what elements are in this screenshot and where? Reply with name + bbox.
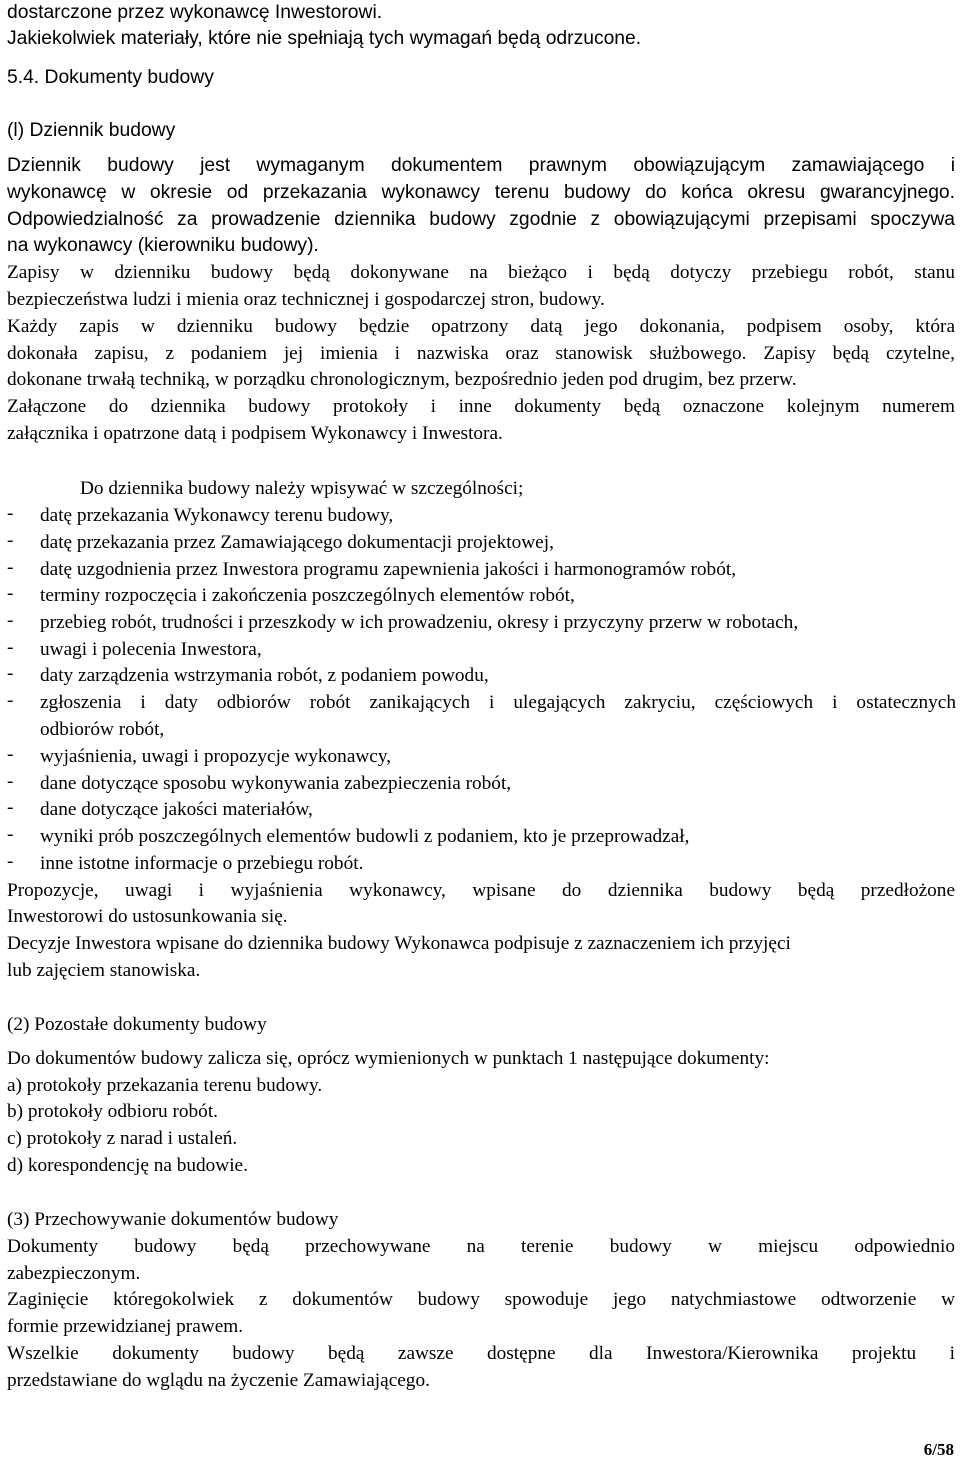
list-dash: -	[7, 797, 14, 818]
list-dash: -	[7, 744, 14, 765]
list-item: dane dotyczące sposobu wykonywania zabezpieczenia robót,	[40, 773, 512, 794]
paragraph-line: Propozycje, uwagi i wyjaśnienia wykonawcy, wpisane do dziennika budowy będą przedłożone	[7, 880, 955, 901]
list-item: datę przekazania Wykonawcy terenu budowy,	[40, 505, 394, 526]
section-heading: 5.4. Dokumenty budowy	[7, 67, 214, 88]
list-item: c) protokoły z narad i ustaleń.	[7, 1128, 238, 1149]
paragraph-line: Decyzje Inwestora wpisane do dziennika budowy Wykonawca podpisuje z zaznaczeniem ich przyjęci	[7, 933, 791, 954]
list-dash: -	[7, 771, 14, 792]
paragraph-line: dokonane trwałą techniką, w porządku chronologicznym, bezpośrednio jeden pod drugim, bez przerw.	[7, 369, 797, 390]
list-dash: -	[7, 530, 14, 551]
paragraph-line: Zapisy w dzienniku budowy będą dokonywane na bieżąco i będą dotyczy przebiegu robót, stanu	[7, 262, 955, 283]
list-dash: -	[7, 851, 14, 872]
list-item: datę przekazania przez Zamawiającego dokumentacji projektowej,	[40, 532, 554, 553]
paragraph-line: bezpieczeństwa ludzi i mienia oraz technicznej i gospodarczej stron, budowy.	[7, 289, 605, 310]
list-dash: -	[7, 503, 14, 524]
list-item: terminy rozpoczęcia i zakończenia poszczególnych elementów robót,	[40, 585, 575, 606]
subsection-heading: (2) Pozostałe dokumenty budowy	[7, 1014, 267, 1035]
paragraph-line: Dziennik budowy jest wymaganym dokumentem prawnym obowiązującym zamawiającego i	[7, 155, 955, 176]
paragraph-line: Każdy zapis w dzienniku budowy będzie opatrzony datą jego dokonania, podpisem osoby, która	[7, 316, 955, 337]
list-dash: -	[7, 557, 14, 578]
paragraph-line: Odpowiedzialność za prowadzenie dziennika budowy zgodnie z obowiązującymi przepisami spoczywa	[7, 209, 955, 230]
list-item: uwagi i polecenia Inwestora,	[40, 639, 262, 660]
list-dash: -	[7, 663, 14, 684]
paragraph-line: wykonawcę w okresie od przekazania wykonawcy terenu budowy do końca okresu gwarancyjnego.	[7, 182, 955, 203]
list-item: wyniki prób poszczególnych elementów budowli z podaniem, kto je przeprowadzał,	[40, 826, 690, 847]
list-item: datę uzgodnienia przez Inwestora programu zapewnienia jakości i harmonogramów robót,	[40, 559, 737, 580]
list-item: dane dotyczące jakości materiałów,	[40, 799, 313, 820]
list-item: inne istotne informacje o przebiegu robót.	[40, 853, 364, 874]
list-dash: -	[7, 583, 14, 604]
paragraph-line: na wykonawcy (kierowniku budowy).	[7, 235, 319, 256]
text-line: Jakiekolwiek materiały, które nie spełniają tych wymagań będą odrzucone.	[7, 28, 642, 49]
paragraph-line: Dokumenty budowy będą przechowywane na terenie budowy w miejscu odpowiednio	[7, 1236, 955, 1257]
paragraph-line: Zaginięcie któregokolwiek z dokumentów budowy spowoduje jego natychmiastowe odtworzenie w	[7, 1289, 955, 1310]
paragraph-line: Inwestorowi do ustosunkowania się.	[7, 906, 288, 927]
list-intro: Do dziennika budowy należy wpisywać w szczególności;	[80, 478, 524, 499]
paragraph-line: zabezpieczonym.	[7, 1263, 141, 1284]
paragraph-line: załącznika i opatrzone datą i podpisem Wykonawcy i Inwestora.	[7, 423, 503, 444]
list-item: b) protokoły odbioru robót.	[7, 1101, 219, 1122]
list-dash: -	[7, 690, 14, 711]
list-item: zgłoszenia i daty odbiorów robót zanikających i ulegających zakryciu, częściowych i ostatecznych	[40, 692, 956, 713]
paragraph-line: Do dokumentów budowy zalicza się, oprócz wymienionych w punktach 1 następujące dokumenty:	[7, 1048, 770, 1069]
list-item: daty zarządzenia wstrzymania robót, z podaniem powodu,	[40, 665, 489, 686]
text-line: dostarczone przez wykonawcę Inwestorowi.	[7, 2, 383, 23]
page-number: 6/58	[923, 1440, 954, 1459]
list-dash: -	[7, 824, 14, 845]
paragraph-line: Załączone do dziennika budowy protokoły i inne dokumenty będą oznaczone kolejnym numerem	[7, 396, 955, 417]
list-item: a) protokoły przekazania terenu budowy.	[7, 1075, 323, 1096]
list-item: przebieg robót, trudności i przeszkody w ich prowadzeniu, okresy i przyczyny przerw w robotach,	[40, 612, 799, 633]
paragraph-line: formie przewidzianej prawem.	[7, 1316, 244, 1337]
paragraph-line: Wszelkie dokumenty budowy będą zawsze dostępne dla Inwestora/Kierownika projektu i	[7, 1343, 955, 1364]
subsection-heading: (3) Przechowywanie dokumentów budowy	[7, 1209, 339, 1230]
list-dash: -	[7, 610, 14, 631]
list-dash: -	[7, 637, 14, 658]
list-item-continuation: odbiorów robót,	[40, 719, 165, 740]
paragraph-line: lub zajęciem stanowiska.	[7, 960, 201, 981]
subsection-heading: (l) Dziennik budowy	[7, 120, 176, 141]
list-item: wyjaśnienia, uwagi i propozycje wykonawcy,	[40, 746, 392, 767]
paragraph-line: przedstawiane do wglądu na życzenie Zamawiającego.	[7, 1370, 430, 1391]
paragraph-line: dokonała zapisu, z podaniem jej imienia i nazwiska oraz stanowisk służbowego. Zapisy będą czytelne,	[7, 343, 955, 364]
list-item: d) korespondencję na budowie.	[7, 1155, 248, 1176]
